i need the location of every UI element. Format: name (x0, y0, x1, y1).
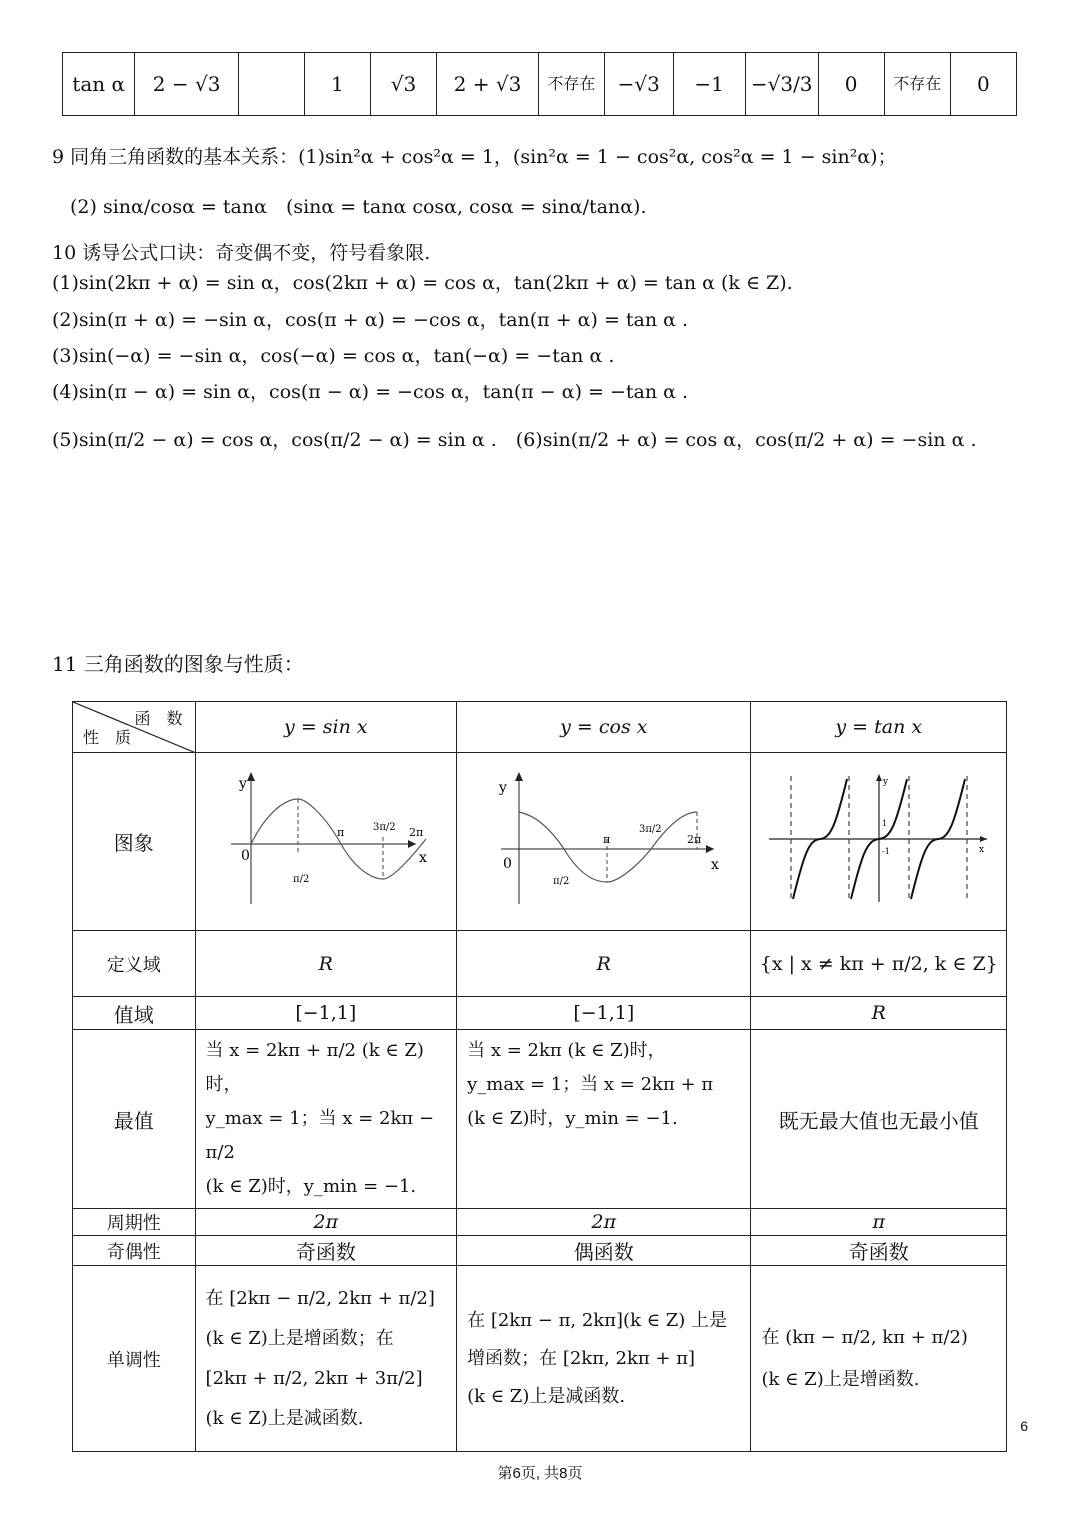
table-row (73, 702, 1007, 753)
text-line: [2kπ + π/2, 2kπ + 3π/2] (205, 1367, 423, 1389)
tan-one-label: 1 (881, 819, 887, 828)
row-label-range: 值域 (73, 997, 196, 1030)
y-axis-label: y (498, 780, 507, 796)
text-line: 增函数；在 [2kπ, 2kπ + π] (467, 1347, 696, 1369)
text-line: 当 x = 2kπ + π/2 (k ∈ Z)时， (205, 1040, 424, 1095)
table-cell: 2 + √3 (437, 53, 539, 116)
period-sin: 2π (195, 1209, 457, 1236)
pi-label: π (336, 826, 345, 839)
cos-graph (479, 764, 729, 914)
formula-line: (2)sin(π + α) = −sin α，cos(π + α) = −cos α，tan(π + α) = tan α . (52, 309, 689, 331)
parity-cos: 偶函数 (457, 1236, 751, 1266)
page-number: 6 (1020, 1418, 1028, 1434)
domain-tan: {x | x ≠ kπ + π/2, k ∈ Z} (751, 931, 1007, 997)
header-sin: y = sin x (195, 702, 457, 753)
text-line: (k ∈ Z)上是减函数. (205, 1407, 364, 1429)
pi-label: π (602, 833, 611, 846)
corner-property-label: 性 质 (83, 728, 132, 747)
text-line: (k ∈ Z)时，y_min = −1. (467, 1108, 678, 1129)
corner-cell (73, 702, 196, 753)
section9-line2: (2) sinα/cosα = tanα (sinα = tanα cosα, cosα = sinα/tanα). (70, 196, 647, 218)
table-row (73, 1030, 1007, 1209)
y-axis-label: y (882, 777, 888, 787)
domain-cos: R (457, 931, 751, 997)
table-cell: 不存在 (538, 53, 604, 116)
pi-half-label: π/2 (292, 874, 310, 885)
row-label-period: 周期性 (73, 1209, 196, 1236)
pi-half-label: π/2 (552, 876, 570, 887)
row-label-parity: 奇偶性 (73, 1236, 196, 1266)
sin-graph-cell (195, 753, 457, 931)
origin-label: 0 (240, 848, 250, 864)
table-row (73, 931, 1007, 997)
text-line: (k ∈ Z)时，y_min = −1. (205, 1176, 417, 1197)
trig-properties-table (72, 701, 1007, 1452)
header-cos: y = cos x (457, 702, 751, 753)
tan-graph (769, 774, 989, 904)
text-line: y_max = 1；当 x = 2kπ + π (467, 1074, 714, 1095)
table-row (73, 1236, 1007, 1266)
monotonicity-tan (751, 1266, 1007, 1452)
page-footer: 第6页, 共8页 (497, 1465, 583, 1482)
table-cell: tan α (63, 53, 135, 116)
formula-line: (5)sin(π/2 − α) = cos α，cos(π/2 − α) = sin α . (6)sin(π/2 + α) = cos α，cos(π/2 + α) = −sin α . (52, 429, 977, 451)
section9-line1: 9 同角三角函数的基本关系：(1)sin²α + cos²α = 1，(sin²α = 1 − cos²α, cos²α = 1 − sin²α)； (52, 146, 897, 168)
monotonicity-sin (195, 1266, 457, 1452)
range-tan: R (751, 997, 1007, 1030)
section10-title: 10 诱导公式口诀：奇变偶不变，符号看象限. (52, 242, 431, 264)
table-cell: 1 (304, 53, 370, 116)
text-line: 当 x = 2kπ (k ∈ Z)时， (467, 1040, 666, 1061)
x-axis-label: x (978, 845, 984, 855)
table-row (73, 997, 1007, 1030)
corner-function-label: 函 数 (134, 709, 183, 728)
range-sin: [−1,1] (195, 997, 457, 1030)
text-line: (k ∈ Z)上是增函数；在 (205, 1327, 394, 1349)
formula-line: (1)sin(2kπ + α) = sin α，cos(2kπ + α) = cos α，tan(2kπ + α) = tan α (k ∈ Z). (52, 272, 793, 294)
x-axis-label: x (418, 850, 427, 866)
cos-graph-cell (457, 753, 751, 931)
table-row (73, 753, 1007, 931)
range-cos: [−1,1] (457, 997, 751, 1030)
header-tan: y = tan x (751, 702, 1007, 753)
extremum-sin (195, 1030, 457, 1209)
table-cell: −1 (673, 53, 745, 116)
text-line: 在 [2kπ − π/2, 2kπ + π/2] (205, 1287, 435, 1309)
origin-label: 0 (502, 856, 512, 872)
parity-sin: 奇函数 (195, 1236, 457, 1266)
formula-line: (3)sin(−α) = −sin α，cos(−α) = cos α，tan(−α) = −tan α . (52, 345, 615, 367)
period-tan: π (751, 1209, 1007, 1236)
row-label-extremum: 最值 (73, 1030, 196, 1209)
extremum-tan: 既无最大值也无最小值 (751, 1030, 1007, 1209)
domain-sin: R (195, 931, 457, 997)
tan-graph-cell (751, 753, 1007, 931)
three-pi-half-label: 3π/2 (638, 824, 662, 835)
table-cell: √3 (370, 53, 436, 116)
table-cell: 2 − √3 (135, 53, 239, 116)
table-row (73, 1209, 1007, 1236)
tan-neg-one-label: -1 (881, 847, 890, 856)
parity-tan: 奇函数 (751, 1236, 1007, 1266)
tangent-values-table (62, 52, 1017, 116)
monotonicity-cos (457, 1266, 751, 1452)
text-line: (k ∈ Z)上是增函数. (761, 1368, 920, 1390)
table-cell (238, 53, 304, 116)
table-cell: 0 (950, 53, 1016, 116)
text-line: y_max = 1；当 x = 2kπ − π/2 (205, 1108, 435, 1163)
table-cell: −√3/3 (745, 53, 818, 116)
y-axis-label: y (238, 776, 247, 792)
table-cell: −√3 (604, 53, 673, 116)
x-axis-label: x (710, 857, 719, 873)
text-line: 在 [2kπ − π, 2kπ](k ∈ Z) 上是 (467, 1309, 728, 1331)
two-pi-label: 2π (686, 833, 702, 846)
extremum-cos (457, 1030, 751, 1209)
row-label-monotonicity: 单调性 (73, 1266, 196, 1452)
formula-line: (4)sin(π − α) = sin α，cos(π − α) = −cos α，tan(π − α) = −tan α . (52, 381, 689, 403)
text-line: 在 (kπ − π/2, kπ + π/2) (761, 1326, 968, 1348)
table-cell: 0 (818, 53, 884, 116)
two-pi-label: 2π (408, 826, 424, 839)
text-line: (k ∈ Z)上是减函数. (467, 1385, 626, 1407)
row-label-domain: 定义域 (73, 931, 196, 997)
row-label-graph: 图象 (73, 753, 196, 931)
section11-title: 11 三角函数的图象与性质： (52, 652, 304, 676)
period-cos: 2π (457, 1209, 751, 1236)
table-row (63, 53, 1017, 116)
table-row (73, 1266, 1007, 1452)
sin-graph (211, 764, 441, 914)
table-cell: 不存在 (884, 53, 950, 116)
three-pi-half-label: 3π/2 (372, 822, 396, 833)
